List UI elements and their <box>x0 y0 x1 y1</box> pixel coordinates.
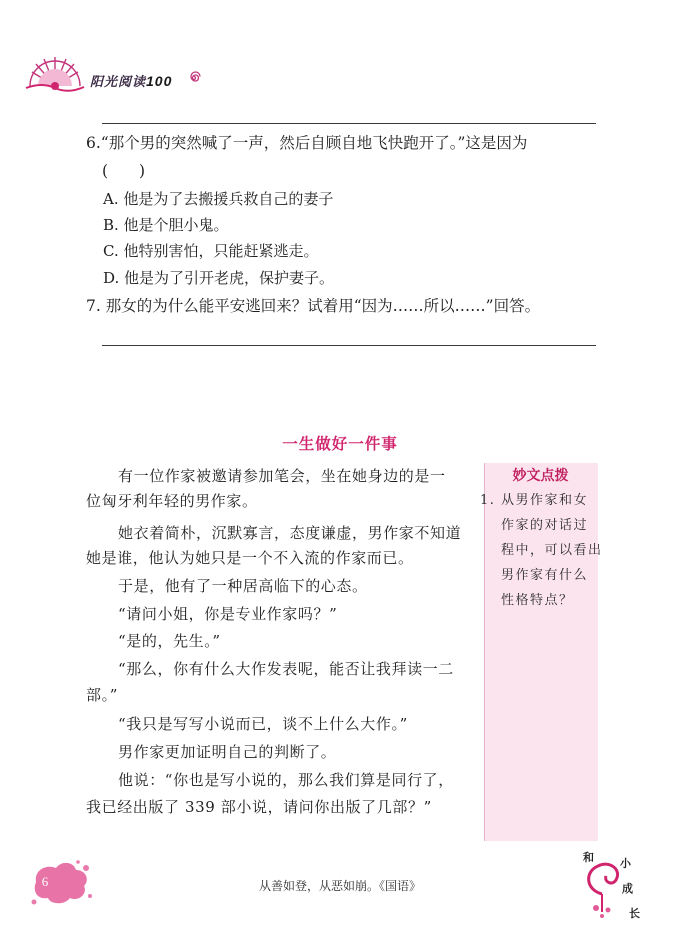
tips-line: 程中，可以看出 <box>501 543 603 558</box>
sun-fan-logo-icon <box>24 52 86 92</box>
question-6: 6.“那个男的突然喊了一声，然后自顾自地飞快跑开了。”这是因为 <box>86 134 528 152</box>
tips-line: 1. 从男作家和女 <box>480 493 589 508</box>
article-line: 男作家更加证明自己的判断了。 <box>118 743 337 761</box>
growth-char: 成 <box>622 882 633 895</box>
tips-line: 作家的对话过 <box>501 518 589 533</box>
question-7: 7. 那女的为什么能平安逃回来？试着用“因为……所以……”回答。 <box>86 297 541 315</box>
option-c: C. 他特别害怕，只能赶紧逃走。 <box>103 242 319 260</box>
article-line: “是的，先生。” <box>118 632 221 650</box>
article-line: 她衣着简朴，沉默寡言，态度谦虚，男作家不知道 <box>118 524 462 542</box>
brand-title: 阳光阅读100 <box>90 73 173 89</box>
article-line: 有一位作家被邀请参加笔会，坐在她身边的是一 <box>118 467 446 485</box>
option-b: B. 他是个胆小鬼。 <box>103 216 229 234</box>
answer-line-q7 <box>102 345 596 346</box>
answer-line-q5 <box>102 123 596 124</box>
article-line: “我只是写写小说而已，谈不上什么大作。” <box>118 715 408 733</box>
growth-char: 长 <box>629 907 640 920</box>
article-line: 于是，他有了一种居高临下的心态。 <box>118 577 368 595</box>
question-6-answer-paren: ( ) <box>102 162 146 180</box>
growth-char: 小 <box>620 857 631 870</box>
option-d: D. 他是为了引开老虎，保护妻子。 <box>103 269 335 287</box>
article-line: “请问小姐，你是专业作家吗？” <box>118 605 338 623</box>
growth-char: 和 <box>583 851 594 864</box>
article-line: “那么，你有什么大作发表呢，能否让我拜读一二 <box>118 660 454 678</box>
article-title: 一生做好一件事 <box>282 435 398 453</box>
tips-line: 性格特点？ <box>501 593 574 608</box>
article-line: 位匈牙利年轻的男作家。 <box>86 492 258 510</box>
tips-title: 妙文点拨 <box>512 468 569 484</box>
footer-quote: 从善如登，从恶如崩。《国语》 <box>258 879 421 893</box>
article-line: 她是谁，他认为她只是一个不入流的作家而已。 <box>86 549 414 567</box>
option-a: A. 他是为了去搬援兵救自己的妻子 <box>103 190 334 208</box>
article-line: 我已经出版了 339 部小说，请问你出版了几部？” <box>86 798 432 816</box>
article-line: 他说：“你也是写小说的，那么我们算是同行了， <box>118 771 454 789</box>
page-number: 6 <box>41 874 49 889</box>
tips-line: 男作家有什么 <box>501 568 589 583</box>
swirl-icon <box>187 71 201 85</box>
article-line: 部。” <box>86 686 118 704</box>
